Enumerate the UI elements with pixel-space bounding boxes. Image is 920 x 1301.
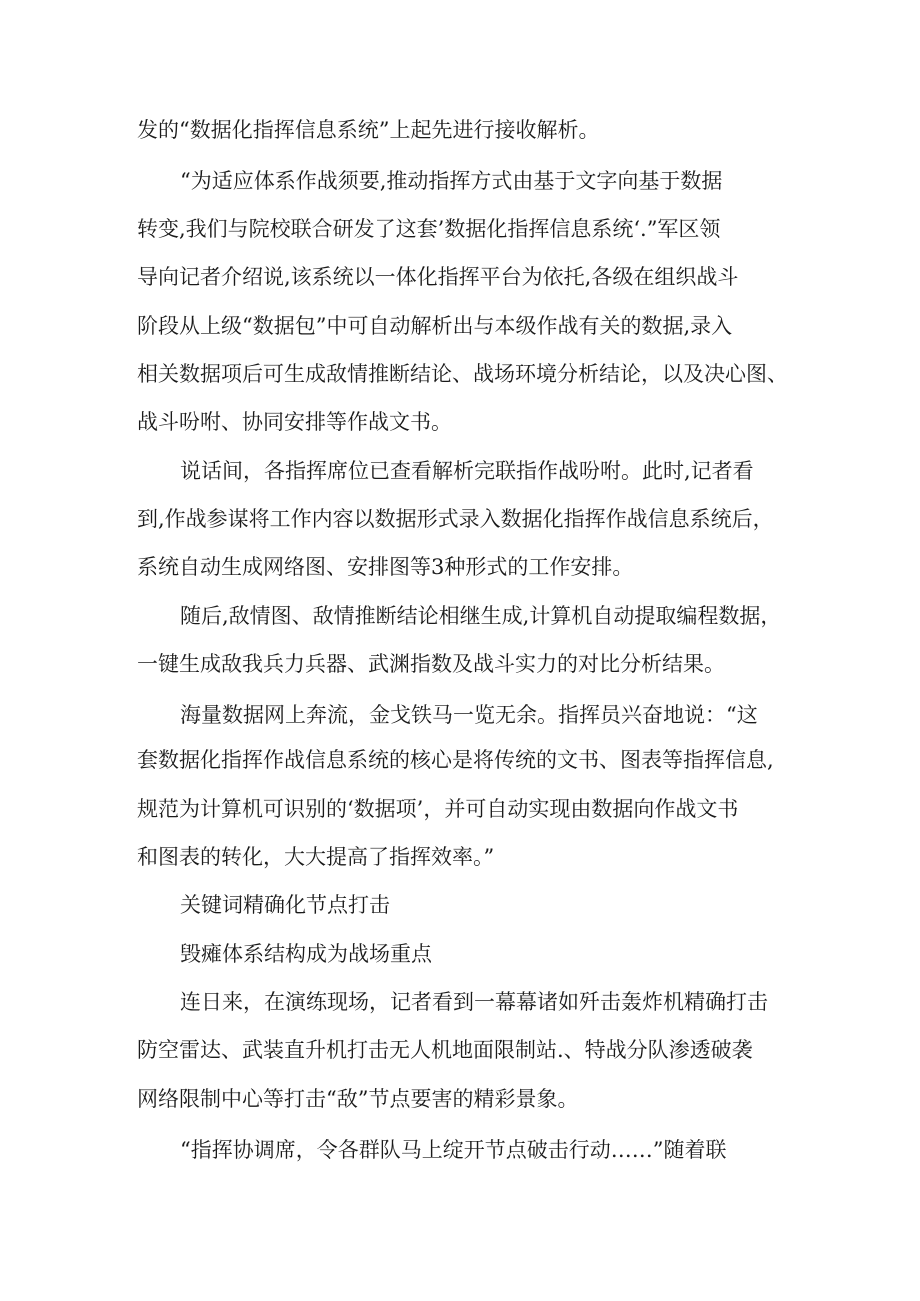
text-line: 发的“数据化指挥信息系统”上起先进行接收解析。 bbox=[137, 118, 600, 142]
section-subheading: 毁瘫体系结构成为战场重点 bbox=[180, 942, 432, 966]
text-line: 防空雷达、武装直升机打击无人机地面限制站.、特战分队渗透破袭 bbox=[137, 1038, 753, 1062]
section-keyword: 关键词精确化节点打击 bbox=[180, 893, 390, 917]
text-line: 连日来，在演练现场，记者看到一幕幕诸如歼击轰炸机精确打击 bbox=[180, 990, 768, 1014]
text-line: 阶段从上级“数据包”中可自动解析出与本级作战有关的数据,录入 bbox=[137, 314, 733, 338]
text-line: 说话间，各指挥席位已查看解析完联指作战吩咐。此时,记者看 bbox=[180, 459, 754, 483]
text-line: “为适应体系作战须要,推动指挥方式由基于文字向基于数据 bbox=[180, 169, 723, 193]
text-line: 套数据化指挥作战信息系统的核心是将传统的文书、图表等指挥信息, bbox=[137, 748, 774, 772]
text-line: 相关数据项后可生成敌情推断结论、战场环境分析结论，以及决心图、 bbox=[137, 362, 788, 386]
text-line: 一键生成敌我兵力兵器、武渊指数及战斗实力的对比分析结果。 bbox=[137, 652, 725, 676]
text-line: 随后,敌情图、敌情推断结论相继生成,计算机自动提取编程数据， bbox=[180, 604, 782, 628]
text-line: “指挥协调席，令各群队马上绽开节点破击行动……”随着联 bbox=[180, 1138, 727, 1162]
text-line: 海量数据网上奔流，金戈铁马一览无余。指挥员兴奋地说：“这 bbox=[180, 703, 758, 727]
text-line: 转变,我们与院校联合研发了这套’数据化指挥信息系统‘.”军区领 bbox=[137, 217, 721, 241]
text-line: 规范为计算机可识别的‘数据项’，并可自动实现由数据向作战文书 bbox=[137, 797, 739, 821]
text-line: 系统自动生成网络图、安排图等3种形式的工作安排。 bbox=[137, 555, 634, 579]
text-line: 到,作战参谋将工作内容以数据形式录入数据化指挥作战信息系统后， bbox=[137, 507, 774, 531]
text-line: 战斗吩咐、协同安排等作战文书。 bbox=[137, 410, 452, 434]
text-line: 和图表的转化，大大提高了指挥效率。” bbox=[137, 845, 495, 869]
text-line: 导向记者介绍说,该系统以一体化指挥平台为依托,各级在组织战斗 bbox=[137, 265, 739, 289]
text-line: 网络限制中心等打击“敌”节点要害的精彩景象。 bbox=[137, 1087, 579, 1111]
